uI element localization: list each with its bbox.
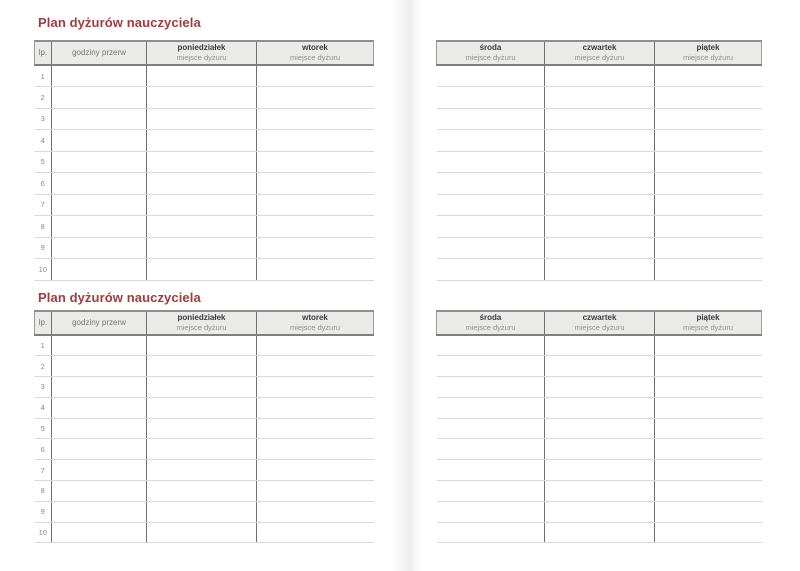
duty-cell [655, 397, 762, 418]
duty-cell [545, 130, 655, 152]
duty-cell [437, 439, 545, 460]
duty-cell [437, 237, 545, 259]
duty-cell [147, 87, 257, 109]
duty-cell [257, 259, 374, 281]
duty-cell [545, 481, 655, 502]
day-sublabel: miejsce dyżuru [574, 323, 625, 332]
duty-table-left-bottom [34, 310, 374, 543]
column-header-pitek [655, 311, 762, 335]
row-number-cell: 6 [35, 173, 52, 195]
duty-cell [545, 335, 655, 356]
column-header-roda [437, 41, 545, 65]
table-row [437, 335, 762, 356]
duty-cell [655, 173, 762, 195]
page-gutter-shadow [390, 0, 424, 571]
column-header-roda [437, 311, 545, 335]
duty-cell [437, 194, 545, 216]
duty-cell [655, 216, 762, 238]
duty-cell [655, 259, 762, 281]
duty-cell [655, 87, 762, 109]
day-sublabel: miejsce dyżuru [176, 323, 227, 332]
column-header-czwartek [545, 311, 655, 335]
duty-cell [257, 460, 374, 481]
column-header-wtorek [257, 41, 374, 65]
table-row [35, 335, 374, 356]
duty-cell [52, 259, 147, 281]
duty-cell [545, 356, 655, 377]
duty-cell [257, 356, 374, 377]
duty-cell [52, 501, 147, 522]
duty-cell [257, 65, 374, 87]
duty-cell [655, 65, 762, 87]
duty-cell [147, 108, 257, 130]
day-sublabel: miejsce dyżuru [465, 53, 516, 62]
duty-cell [655, 237, 762, 259]
duty-cell [437, 173, 545, 195]
duty-cell [147, 194, 257, 216]
duty-cell [437, 418, 545, 439]
column-header-wtorek [257, 311, 374, 335]
row-number-cell: 3 [35, 108, 52, 130]
table-row [35, 151, 374, 173]
table-row [35, 108, 374, 130]
duty-table-right-top [436, 40, 762, 281]
duty-cell [545, 151, 655, 173]
duty-cell [52, 335, 147, 356]
table-row [437, 237, 762, 259]
duty-cell [257, 418, 374, 439]
duty-cell [257, 216, 374, 238]
page-title: Plan dyżurów nauczyciela [38, 15, 201, 30]
row-number-cell: 8 [35, 216, 52, 238]
duty-cell [52, 439, 147, 460]
duty-cell [437, 522, 545, 543]
table-row [35, 397, 374, 418]
duty-cell [52, 173, 147, 195]
table-row [35, 439, 374, 460]
duty-cell [437, 335, 545, 356]
duty-cell [655, 108, 762, 130]
table-row [437, 108, 762, 130]
duty-cell [257, 130, 374, 152]
duty-cell [655, 522, 762, 543]
table-row [437, 151, 762, 173]
table-row [437, 130, 762, 152]
duty-cell [52, 87, 147, 109]
duty-cell [52, 377, 147, 398]
duty-cell [545, 87, 655, 109]
duty-cell [52, 237, 147, 259]
day-label: poniedziałek [177, 43, 226, 52]
day-label: piątek [696, 43, 720, 52]
duty-cell [52, 108, 147, 130]
row-number-cell: 7 [35, 194, 52, 216]
duty-cell [147, 439, 257, 460]
row-number-cell: 3 [35, 377, 52, 398]
duty-cell [257, 397, 374, 418]
table-row [437, 356, 762, 377]
table-row [35, 65, 374, 87]
row-number-cell: 10 [35, 259, 52, 281]
row-number-cell: 8 [35, 481, 52, 502]
day-label: środa [479, 43, 502, 52]
duty-cell [52, 216, 147, 238]
day-label: środa [479, 313, 502, 322]
table-header-row [35, 41, 374, 65]
duty-cell [437, 87, 545, 109]
duty-cell [437, 460, 545, 481]
day-sublabel: miejsce dyżuru [176, 53, 227, 62]
duty-cell [437, 108, 545, 130]
table-row [35, 173, 374, 195]
duty-cell [437, 397, 545, 418]
duty-cell [545, 108, 655, 130]
duty-cell [52, 481, 147, 502]
row-number-cell: 5 [35, 418, 52, 439]
table-row [437, 418, 762, 439]
row-number-cell: 4 [35, 130, 52, 152]
duty-cell [147, 237, 257, 259]
duty-cell [52, 65, 147, 87]
duty-cell [437, 356, 545, 377]
day-sublabel: miejsce dyżuru [289, 323, 341, 332]
duty-cell [655, 439, 762, 460]
day-label: czwartek [582, 43, 617, 52]
row-number-cell: 4 [35, 397, 52, 418]
duty-cell [52, 130, 147, 152]
duty-cell [545, 460, 655, 481]
duty-cell [147, 481, 257, 502]
day-label: poniedziałek [177, 313, 226, 322]
duty-cell [655, 460, 762, 481]
table-row [437, 439, 762, 460]
row-number-cell: 9 [35, 501, 52, 522]
duty-cell [257, 377, 374, 398]
table-header-row [437, 41, 762, 65]
table-row [35, 130, 374, 152]
duty-cell [52, 151, 147, 173]
duty-cell [655, 130, 762, 152]
duty-cell [52, 397, 147, 418]
duty-cell [655, 335, 762, 356]
duty-table-right-bottom [436, 310, 762, 543]
column-header-godzinyprzerw: godziny przerw [52, 311, 147, 335]
table-header-row [437, 311, 762, 335]
table-row [437, 460, 762, 481]
page-title: Plan dyżurów nauczyciela [38, 290, 201, 305]
duty-cell [147, 216, 257, 238]
duty-cell [147, 65, 257, 87]
duty-cell [147, 397, 257, 418]
duty-cell [257, 522, 374, 543]
table-row [437, 216, 762, 238]
row-number-cell: 5 [35, 151, 52, 173]
duty-cell [257, 481, 374, 502]
day-label: czwartek [582, 313, 617, 322]
duty-cell [545, 501, 655, 522]
column-header-pitek [655, 41, 762, 65]
day-sublabel: miejsce dyżuru [682, 323, 734, 332]
day-sublabel: miejsce dyżuru [465, 323, 516, 332]
duty-cell [655, 481, 762, 502]
duty-cell [437, 130, 545, 152]
table-header-row [35, 311, 374, 335]
day-label: wtorek [302, 313, 328, 322]
duty-cell [147, 522, 257, 543]
duty-cell [545, 377, 655, 398]
duty-cell [655, 377, 762, 398]
duty-cell [545, 65, 655, 87]
duty-cell [545, 259, 655, 281]
duty-cell [437, 501, 545, 522]
column-header-lp: lp. [35, 311, 52, 335]
duty-cell [52, 418, 147, 439]
day-sublabel: miejsce dyżuru [289, 53, 341, 62]
duty-cell [52, 522, 147, 543]
row-number-cell: 7 [35, 460, 52, 481]
duty-cell [147, 259, 257, 281]
duty-cell [437, 216, 545, 238]
duty-cell [437, 481, 545, 502]
duty-cell [257, 108, 374, 130]
column-header-poniedziaek [147, 41, 257, 65]
table-row [35, 237, 374, 259]
day-sublabel: miejsce dyżuru [574, 53, 625, 62]
table-row [437, 522, 762, 543]
table-row [437, 501, 762, 522]
row-number-cell: 1 [35, 65, 52, 87]
duty-cell [655, 418, 762, 439]
duty-cell [147, 356, 257, 377]
column-header-poniedziaek [147, 311, 257, 335]
column-header-lp: lp. [35, 41, 52, 65]
duty-cell [655, 194, 762, 216]
table-row [35, 481, 374, 502]
duty-cell [257, 173, 374, 195]
duty-cell [655, 356, 762, 377]
day-label: wtorek [302, 43, 328, 52]
table-row [35, 259, 374, 281]
duty-cell [147, 151, 257, 173]
duty-cell [437, 377, 545, 398]
duty-cell [52, 194, 147, 216]
duty-cell [545, 418, 655, 439]
day-label: piątek [696, 313, 720, 322]
table-row [437, 397, 762, 418]
column-header-czwartek [545, 41, 655, 65]
table-row [35, 356, 374, 377]
table-row [35, 522, 374, 543]
row-number-cell: 1 [35, 335, 52, 356]
column-header-godzinyprzerw: godziny przerw [52, 41, 147, 65]
row-number-cell: 2 [35, 87, 52, 109]
table-row [35, 377, 374, 398]
row-number-cell: 2 [35, 356, 52, 377]
duty-cell [545, 173, 655, 195]
duty-cell [655, 151, 762, 173]
row-number-cell: 10 [35, 522, 52, 543]
table-row [35, 460, 374, 481]
duty-cell [147, 377, 257, 398]
duty-cell [147, 335, 257, 356]
duty-cell [545, 194, 655, 216]
table-row [35, 418, 374, 439]
duty-cell [545, 397, 655, 418]
row-number-cell: 9 [35, 237, 52, 259]
duty-cell [147, 173, 257, 195]
duty-cell [147, 501, 257, 522]
table-row [35, 501, 374, 522]
duty-cell [655, 501, 762, 522]
duty-cell [52, 356, 147, 377]
table-row [35, 87, 374, 109]
duty-table-left-top [34, 40, 374, 281]
table-row [437, 173, 762, 195]
table-row [437, 481, 762, 502]
duty-cell [257, 439, 374, 460]
duty-cell [257, 87, 374, 109]
table-row [437, 87, 762, 109]
table-row [35, 216, 374, 238]
duty-cell [437, 259, 545, 281]
duty-cell [437, 65, 545, 87]
table-row [35, 194, 374, 216]
duty-cell [147, 418, 257, 439]
table-row [437, 194, 762, 216]
duty-cell [257, 151, 374, 173]
table-row [437, 377, 762, 398]
duty-cell [257, 501, 374, 522]
duty-cell [545, 522, 655, 543]
day-sublabel: miejsce dyżuru [682, 53, 734, 62]
table-row [437, 259, 762, 281]
duty-cell [257, 237, 374, 259]
duty-cell [257, 194, 374, 216]
duty-cell [147, 460, 257, 481]
table-row [437, 65, 762, 87]
duty-cell [545, 237, 655, 259]
duty-cell [147, 130, 257, 152]
duty-cell [437, 151, 545, 173]
row-number-cell: 6 [35, 439, 52, 460]
duty-cell [545, 439, 655, 460]
duty-cell [52, 460, 147, 481]
duty-cell [257, 335, 374, 356]
duty-cell [545, 216, 655, 238]
